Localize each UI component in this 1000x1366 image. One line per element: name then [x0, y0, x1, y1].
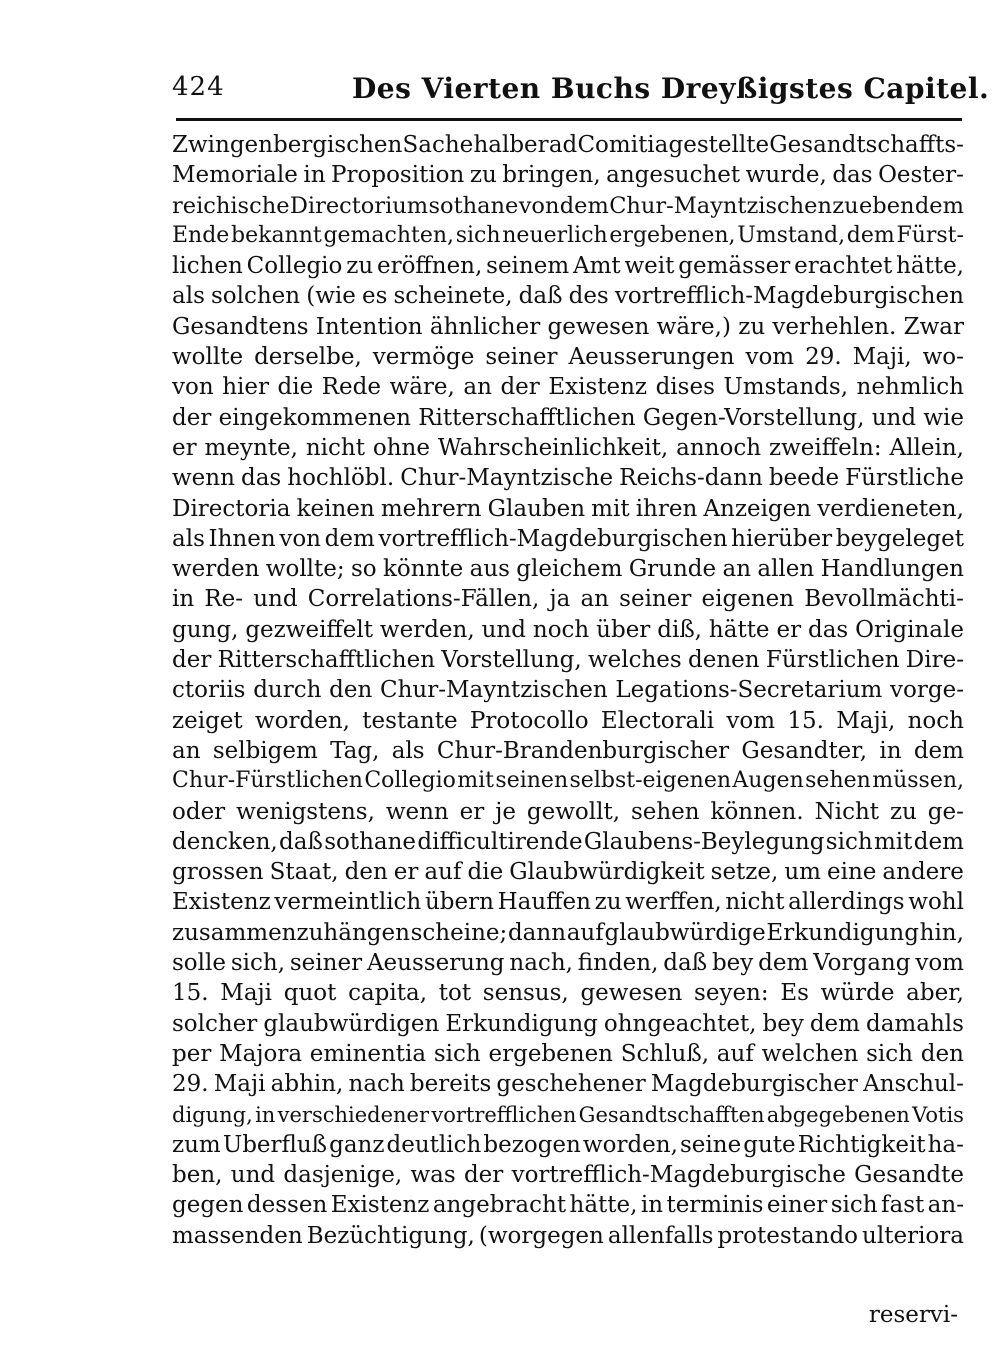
text-line: per Majora eminentia sich ergebenen Schluß, auf welchen sich den: [172, 1040, 964, 1067]
page-number: 424: [172, 72, 225, 102]
text-line: Existenz vermeintlich übern Hauffen zu werffen, nicht allerdings wohl: [172, 889, 964, 916]
text-line: er meynte, nicht ohne Wahrscheinlichkeit, annoch zweiffeln: Allein,: [172, 434, 964, 461]
text-line: der eingekommenen Ritterschafftlichen Gegen-Vorstellung, und wie: [172, 404, 964, 431]
text-line: Chur-Fürstlichen Collegio mit seinen selbst-eigenen Augen sehen müssen,: [172, 768, 964, 794]
text-line: Memoriale in Proposition zu bringen, angesuchet wurde, das Oester-: [172, 162, 964, 189]
text-line: digung, in verschiedener vortrefflichen Gesandtschafften abgegebenen Votis: [172, 1102, 964, 1127]
text-line: solcher glaubwürdigen Erkundigung ohngeachtet, bey dem damahls: [172, 1010, 964, 1037]
text-line: Directoria keinen mehrern Glauben mit ihren Anzeigen verdieneten,: [172, 495, 964, 522]
header-rule: [176, 118, 962, 121]
text-line: in Re- und Correlations-Fällen, ja an seiner eigenen Bevollmächti-: [172, 586, 964, 613]
page-header: [172, 68, 990, 112]
text-line: zeiget worden, testante Protocollo Electorali vom 15. Maji, noch: [172, 707, 964, 734]
text-line: Gesandtens Intention ähnlicher gewesen wäre,) zu verhehlen. Zwar: [172, 313, 964, 340]
text-line: massenden Bezüchtigung, (worgegen allenfalls protestando ulteriora: [172, 1222, 964, 1249]
text-line: reichische Directorium sothane von dem Chur-Mayntzischen zu eben dem: [172, 192, 964, 219]
text-line: wollte derselbe, vermöge seiner Aeusserungen vom 29. Maji, wo-: [172, 344, 964, 371]
text-line: an selbigem Tag, als Chur-Brandenburgischer Gesandter, in dem: [172, 737, 964, 764]
text-line: der Ritterschafftlichen Vorstellung, welches denen Fürstlichen Dire-: [172, 647, 964, 674]
text-line: 15. Maji quot capita, tot sensus, gewesen seyen: Es würde aber,: [172, 980, 964, 1007]
text-line: zusammenzuhängen scheine; dann auf glaubwürdige Erkundigung hin,: [172, 919, 964, 946]
text-line: ctoriis durch den Chur-Mayntzischen Legations-Secretarium vorge-: [172, 677, 964, 704]
text-line: wenn das hochlöbl. Chur-Mayntzische Reichs-dann beede Fürstliche: [172, 465, 964, 492]
text-line: von hier die Rede wäre, an der Existenz dises Umstands, nehmlich: [172, 374, 964, 401]
text-line: gegen dessen Existenz angebracht hätte, in terminis einer sich fast an-: [172, 1192, 964, 1219]
text-line: als Ihnen von dem vortrefflich-Magdeburgischen hierüber beygeleget: [172, 525, 964, 552]
text-line: oder wenigstens, wenn er je gewollt, sehen können. Nicht zu ge-: [172, 798, 964, 825]
text-line: gung, gezweiffelt werden, und noch über diß, hätte er das Originale: [172, 616, 964, 643]
text-line: solle sich, seiner Aeusserung nach, finden, daß bey dem Vorgang vom: [172, 950, 964, 977]
body-text: [172, 130, 964, 1251]
text-line: werden wollte; so könnte aus gleichem Grunde an allen Handlungen: [172, 556, 964, 583]
running-title: Des Vierten Buchs Dreyßigstes Capitel.: [352, 72, 990, 105]
text-line: dencken, daß sothane difficultirende Glaubens-Beylegung sich mit dem: [172, 828, 964, 855]
text-line: 29. Maji abhin, nach bereits geschehener Magdeburgischer Anschul-: [172, 1071, 964, 1098]
text-line: ben, und dasjenige, was der vortrefflich-Magdeburgische Gesandte: [172, 1162, 964, 1189]
text-line: lichen Collegio zu eröffnen, seinem Amt weit gemässer erachtet hätte,: [172, 253, 964, 280]
text-line: zum Uberfluß ganz deutlich bezogen worden, seine gute Richtigkeit ha-: [172, 1131, 964, 1158]
text-line: grossen Staat, den er auf die Glaubwürdigkeit setze, um eine andere: [172, 859, 964, 886]
catchword: reservi-: [868, 1302, 958, 1328]
text-line: Ende bekannt gemachten, sich neuerlich ergebenen, Umstand, dem Fürst-: [172, 222, 964, 248]
text-line: Zwingenbergischen Sache halber ad Comitia gestellte Gesandtschaffts-: [172, 132, 964, 158]
text-line: als solchen (wie es scheinete, daß des vortrefflich-Magdeburgischen: [172, 283, 964, 310]
